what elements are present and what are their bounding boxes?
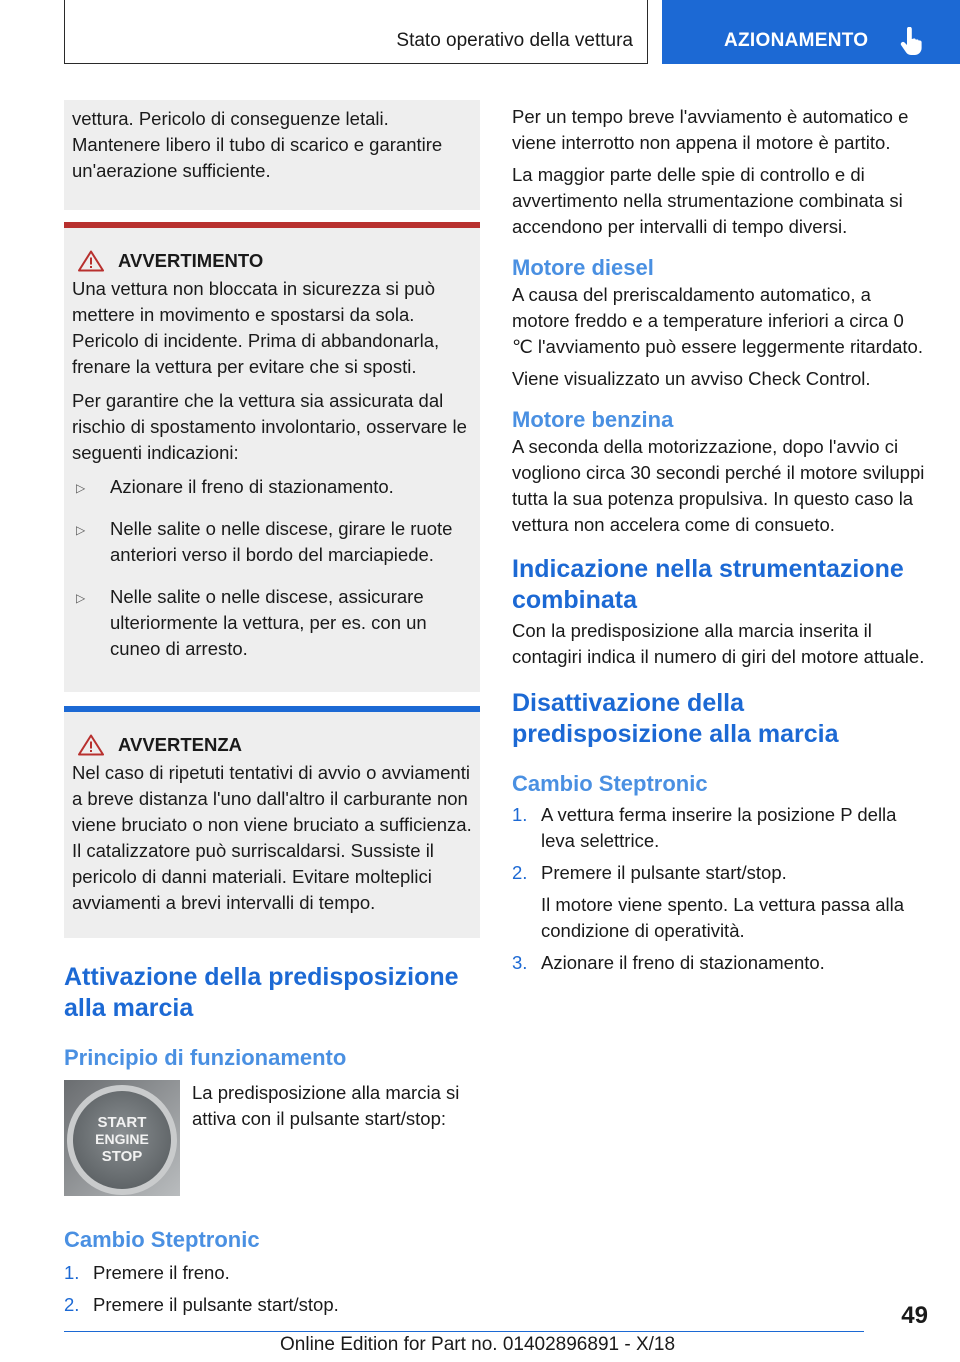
- warning-text-2: Per garantire che la vettura sia assicurata dal rischio di spostamento involontario, osservare le seguenti indicazioni:: [72, 390, 467, 463]
- warning-heading: [72, 734, 472, 756]
- list-item: 3. Azionare il freno di stazionamento.: [512, 952, 825, 973]
- subheading-diesel: Motore diesel: [512, 255, 654, 280]
- warning-text: Nel caso di ripetuti tentativi di avvio o avviamenti a breve distanza l'uno dall'altro il carburante non viene bruciato o non viene bruciato a sufficienza. Il catalizzatore può surriscaldarsi. Sussiste il pericolo di danni materiali. Evitare molteplici avviamenti a brevi intervalli di tempo.: [72, 762, 472, 913]
- list-item: 1. A vettura ferma inserire la posizione P della leva selettrice.: [512, 804, 897, 851]
- list-item: 1. Premere il freno.: [64, 1262, 230, 1283]
- section-heading-attivazione: Attivazione della predisposizione alla marcia: [64, 963, 459, 1022]
- principio-row: [64, 1080, 480, 1196]
- paragraph: A seconda della motorizzazione, dopo l'avvio ci vogliono circa 30 secondi perché il motore sviluppi tutta la sua potenza propulsiva. In questo caso la vettura non accelera come di consueto.: [512, 436, 925, 535]
- warning-triangle-icon: [78, 250, 104, 272]
- list-item: 2. Premere il pulsante start/stop.: [64, 1294, 339, 1315]
- principio-text: La predisposizione alla marcia si attiva con il pulsante start/stop:: [192, 1082, 460, 1129]
- section-heading-indicazione: Indicazione nella strumentazione combinata: [512, 555, 904, 614]
- right-column: [512, 100, 928, 982]
- steps-list: [64, 1260, 480, 1318]
- subheading-benzina: Motore benzina: [512, 407, 674, 432]
- section-heading-disattivazione: Disattivazione della predisposizione alla marcia: [512, 689, 839, 748]
- warning-text-1: Una vettura non bloccata in sicurezza si può mettere in movimento e spostarsi da sola. Pericolo di incidente. Prima di abbandonarla, frenare la vettura per evitare che si sposti.: [72, 278, 440, 377]
- warning-box-avvertenza: [64, 706, 480, 938]
- subheading-principio: Principio di funzionamento: [64, 1045, 347, 1070]
- warning-heading: [72, 250, 472, 272]
- bullet-triangle-icon: ▷: [76, 523, 86, 537]
- paragraph: Viene visualizzato un avviso Check Control.: [512, 368, 871, 389]
- bullet-triangle-icon: ▷: [76, 481, 86, 495]
- warning-title: AVVERTIMENTO: [118, 250, 264, 271]
- svg-text:START: START: [97, 1114, 147, 1131]
- left-column: [64, 100, 480, 1324]
- list-item: ▷ Nelle salite o nelle discese, assicurare ulteriormente la vettura, per es. con un cuneo di arresto.: [72, 584, 472, 670]
- footer-edition: Online Edition for Part no. 01402896891 - X/18: [280, 1334, 676, 1355]
- paragraph: Con la predisposizione alla marcia inserita il contagiri indica il numero di giri del motore attuale.: [512, 620, 925, 667]
- chapter-tab-label: AZIONAMENTO: [724, 30, 869, 51]
- svg-text:STOP: STOP: [101, 1148, 143, 1165]
- paragraph: Per un tempo breve l'avviamento è automatico e viene interrotto non appena il motore è partito.: [512, 106, 909, 153]
- paragraph: La maggior parte delle spie di controllo e di avvertimento nella strumentazione combinata si accendono per intervalli di tempo diversi.: [512, 164, 903, 237]
- intro-text: vettura. Pericolo di conseguenze letali. Mantenere libero il tubo di scarico e garantire un'aerazione sufficiente.: [72, 108, 443, 181]
- chapter-tab[interactable]: [662, 0, 960, 64]
- start-stop-button-image: [64, 1080, 180, 1196]
- bullet-triangle-icon: ▷: [76, 591, 86, 605]
- section-title: Stato operativo della vettura: [396, 30, 633, 51]
- header-section-box: [64, 0, 648, 64]
- footer-divider: [64, 1331, 864, 1332]
- hand-pointer-icon: [898, 27, 926, 57]
- list-item: 2. Premere il pulsante start/stop.: [512, 862, 787, 883]
- list-item: ▷ Azionare il freno di stazionamento.: [72, 474, 472, 508]
- paragraph: A causa del preriscaldamento automatico, a motore freddo e a temperature inferiori a circa 0 ℃ l'avviamento può essere leggermente ritardato.: [512, 284, 923, 357]
- subheading-cambio: Cambio Steptronic: [64, 1227, 260, 1252]
- subheading-cambio: Cambio Steptronic: [512, 771, 708, 796]
- warning-triangle-icon: [78, 734, 104, 756]
- step-note: Il motore viene spento. La vettura passa alla condizione di operatività.: [541, 894, 905, 941]
- warning-title: AVVERTENZA: [118, 734, 243, 755]
- svg-text:ENGINE: ENGINE: [95, 1131, 149, 1147]
- page-number: 49: [901, 1302, 928, 1329]
- warning-box-avvertimento: [64, 222, 480, 692]
- steps-list: [512, 802, 928, 976]
- continued-warning-box: [64, 100, 480, 210]
- list-item: ▷ Nelle salite o nelle discese, girare le ruote anteriori verso il bordo del marciapiede.: [72, 516, 472, 576]
